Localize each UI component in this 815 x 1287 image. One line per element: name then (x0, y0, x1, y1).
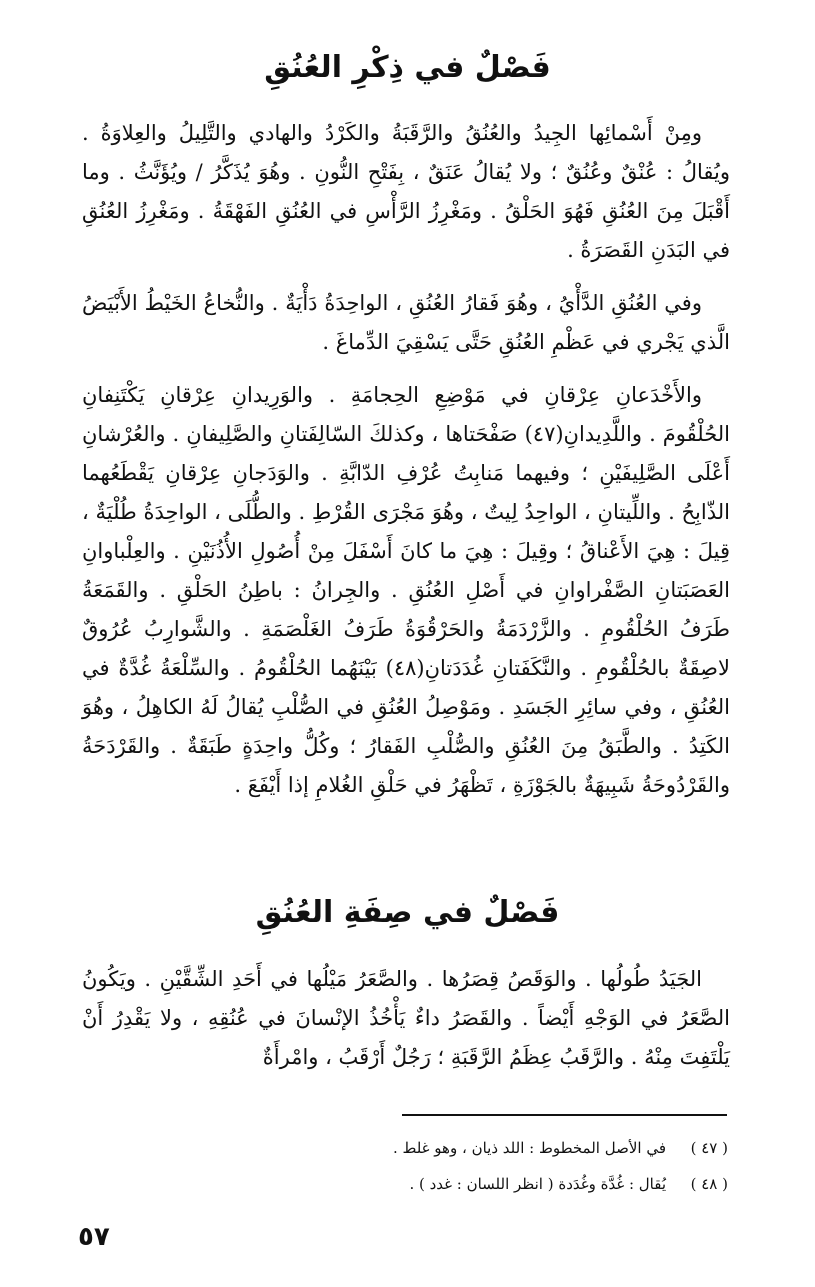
paragraph: الجَيَدُ طُولُها . والوَقَصُ قِصَرُها . والصَّعَرُ مَيْلُها في أَحَدِ الشِّقَّيْنِ . ويَكُونُ الصَّعَرُ في الوَجْهِ أَيْضاً . والقَصَرُ داءٌ يَأْخُذُ الإنْسانَ في عُنُقِهِ ، ولا يَقْدِرُ أَنْ يَلْتَفِتَ مِنْهُ . والرَّقَبُ عِظَمُ الرَّقَبَةِ ؛ رَجُلٌ أَرْقَبُ ، وامْرأَةٌ (82, 967, 730, 1069)
section-body-neck-names (82, 114, 730, 805)
paragraph: ومِنْ أَسْمائِها الجِيدُ والعُنُقُ والرَّقَبَةُ والكَرْدُ والهادي والتَّلِيلُ والعِلاوَةُ . ويُقالُ : عُنْقٌ وعُنُقٌ ؛ ولا يُقالُ عَنَقٌ ، بِفَتْحِ النُّونِ . وهُوَ يُذَكَّرُ / ويُؤَنَّثُ . وما أَقْبَلَ مِنَ العُنُقِ فَهُوَ الحَلْقُ . ومَغْرِزُ الرَّأْسِ في العُنُقِ الفَهْقَةُ . ومَغْرِزُ العُنُقِ في البَدَنِ القَصَرَةُ . (82, 121, 730, 262)
footnote-text: يُقال : غُدَّة وغُدَدة ( انظر اللسان : غدد ) . (409, 1175, 666, 1193)
page-number: ٥٧ (78, 1222, 110, 1252)
footnotes (250, 1130, 728, 1202)
footnote-number: ( ٤٧ ) (690, 1139, 728, 1157)
section-title-neck-description: فَصْلٌ في صِفَةِ العُنُقِ (255, 895, 560, 930)
footnote-number: ( ٤٨ ) (690, 1175, 728, 1193)
footnote-divider (402, 1114, 727, 1116)
section-body-neck-description (82, 960, 730, 1077)
paragraph: والأَخْدَعانِ عِرْقانِ في مَوْضِعِ الحِجامَةِ . والوَرِيدانِ عِرْقانِ يَكْتَنِفانِ الحُلْقُومَ . واللَّدِيدانِ(٤٧) صَفْحَتاها ، وكذلكَ السّالِفَتانِ والصَّلِيفانِ . والعُرْشانِ أَعْلَى الصَّلِيفَيْنِ ؛ وفيهما مَنابِتُ عُرْفِ الدّابَّةِ . والوَدَجانِ عِرْقانِ يَقْطَعُهما الذّابِحُ . واللِّيتانِ ، الواحِدُ لِيتٌ ، وهُوَ مَجْرَى القُرْطِ . والطُّلَى ، الواحِدَةُ طُلْيَةٌ ، قِيلَ : هِيَ الأَعْناقُ ؛ وقِيلَ : هِيَ ما كانَ أَسْفَلَ مِنْ أُصُولِ الأُذُنَيْنِ . والعِلْباوانِ العَصَبَتانِ الصَّفْراوانِ في أَصْلِ العُنُقِ . والجِرانُ : باطِنُ الحَلْقِ . والقَمَعَةُ طَرَفُ الحُلْقُومِ . والزَّرْدَمَةُ والحَرْقُوَةُ طَرَفُ الغَلْصَمَةِ . والشَّوارِبُ عُرُوقٌ لاصِقَةٌ بالحُلْقُومِ . والنَّكَفَتانِ غُدَدَتانِ(٤٨) بَيْنَهُما الحُلْقُومُ . والسِّلْعَةُ غُدَّةٌ في العُنُقِ ، وفي سائِرِ الجَسَدِ . ومَوْصِلُ العُنُقِ في الصُّلْبِ يُقالُ لَهُ الكاهِلُ ، وهُوَ الكَتِدُ . والطَّبَقُ مِنَ العُنُقِ والصُّلْبِ الفَقارُ ؛ وكُلُّ واحِدَةٍ طَبَقَةٌ . والقَرْدَحَةُ والقَرْدُوحَةُ شَبِيهَةٌ بالجَوْزَةِ ، تَظْهَرُ في حَلْقِ الغُلامِ إذا أَيْفَعَ . (82, 383, 731, 797)
paragraph: وفي العُنُقِ الدَّأْيُ ، وهُوَ فَقارُ العُنُقِ ، الواحِدَةُ دَأْيَةٌ . والنُّخاعُ الخَيْطُ الأَبْيَضُ الَّذي يَجْري في عَظْمِ العُنُقِ حَتَّى يَسْقِيَ الدِّماغَ . (82, 291, 730, 354)
footnote-48 (250, 1166, 728, 1202)
footnote-47 (250, 1130, 728, 1166)
section-title-neck-names: فَصْلٌ في ذِكْرِ العُنُقِ (264, 50, 551, 85)
footnote-text: في الأصل المخطوط : اللد ذيان ، وهو غلط . (392, 1139, 666, 1157)
